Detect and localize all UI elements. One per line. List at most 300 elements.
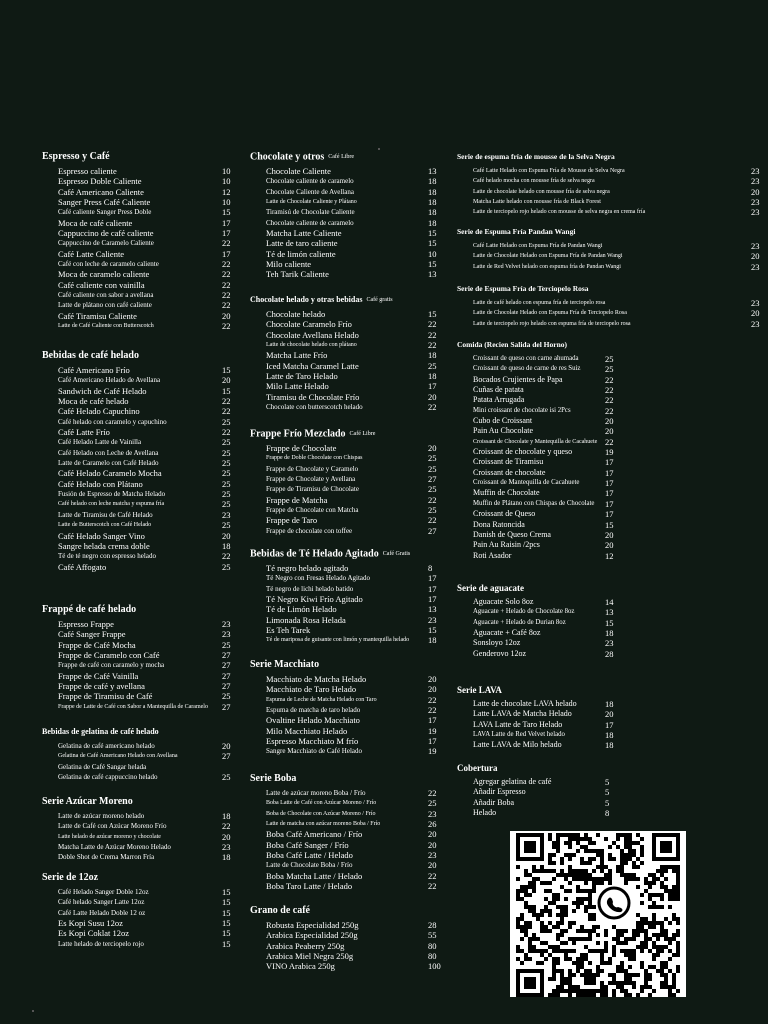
qr-module bbox=[556, 841, 560, 845]
qr-module bbox=[576, 989, 580, 993]
menu-item-price: 17 bbox=[428, 381, 437, 392]
menu-item-name: Boba Taro Latte / Helado bbox=[266, 881, 353, 892]
menu-item-price: 20 bbox=[751, 251, 760, 262]
qr-module bbox=[528, 925, 532, 929]
menu-item-name: Café Helado Caramelo Mocha bbox=[58, 468, 162, 479]
qr-module bbox=[660, 905, 664, 909]
qr-module bbox=[568, 957, 572, 961]
qr-module bbox=[608, 877, 612, 881]
menu-item-price: 80 bbox=[428, 940, 437, 951]
qr-module bbox=[592, 973, 596, 977]
qr-module bbox=[560, 885, 564, 889]
menu-item-price: 18 bbox=[222, 852, 231, 863]
menu-item-name: Frappe de Chocolate y Avellana bbox=[266, 475, 356, 484]
section-title bbox=[42, 795, 232, 811]
menu-item-price: 13 bbox=[428, 166, 437, 176]
qr-module bbox=[604, 873, 608, 877]
qr-module bbox=[548, 953, 552, 957]
qr-module bbox=[560, 917, 564, 921]
qr-module bbox=[620, 981, 624, 985]
menu-item-price: 22 bbox=[222, 279, 231, 290]
menu-item-price: 15 bbox=[222, 928, 231, 939]
menu-item-name: Latte de azúcar moreno Boba / Frío bbox=[266, 789, 366, 797]
menu-item bbox=[250, 381, 438, 391]
qr-module bbox=[584, 989, 588, 993]
qr-module bbox=[584, 873, 588, 877]
qr-module bbox=[556, 905, 560, 909]
qr-module bbox=[552, 945, 556, 949]
qr-module bbox=[600, 881, 604, 885]
menu-item-name: Frappe de Caramelo con Café bbox=[58, 650, 160, 661]
menu-section-serie-boba bbox=[250, 772, 438, 891]
menu-item-name: Pain Au Raisin /2pcs bbox=[473, 540, 540, 550]
menu-item-price: 5 bbox=[605, 797, 610, 808]
qr-module bbox=[620, 853, 624, 857]
qr-module bbox=[668, 969, 672, 973]
menu-item-price: 22 bbox=[222, 300, 231, 311]
qr-module bbox=[660, 897, 664, 901]
qr-module bbox=[568, 873, 572, 877]
qr-module bbox=[544, 897, 548, 901]
qr-module bbox=[596, 849, 600, 853]
qr-module bbox=[636, 925, 640, 929]
qr-module bbox=[588, 993, 592, 997]
menu-item-name: Chocolate Avellana Helado bbox=[266, 329, 359, 340]
section-title-text: Bebidas de Té Helado Agitado bbox=[250, 548, 379, 560]
menu-item-price: 18 bbox=[428, 217, 437, 228]
qr-module bbox=[588, 893, 592, 897]
menu-item bbox=[42, 280, 232, 290]
menu-item bbox=[457, 638, 760, 648]
qr-module bbox=[552, 901, 556, 905]
qr-module bbox=[624, 953, 628, 957]
menu-item-name: Latte de Caramelo con Café Helado bbox=[58, 459, 159, 468]
qr-module bbox=[660, 929, 664, 933]
qr-module bbox=[520, 917, 524, 921]
qr-module bbox=[628, 873, 632, 877]
qr-module bbox=[676, 893, 680, 897]
qr-module bbox=[588, 989, 592, 993]
qr-module bbox=[648, 965, 652, 969]
qr-module bbox=[640, 941, 644, 945]
qr-module bbox=[612, 949, 616, 953]
section-title-text: Grano de café bbox=[250, 905, 310, 916]
menu-item bbox=[250, 625, 438, 635]
menu-item-price: 17 bbox=[605, 498, 614, 509]
qr-module bbox=[564, 953, 568, 957]
qr-module bbox=[648, 985, 652, 989]
qr-module bbox=[600, 861, 604, 865]
menu-item-price: 22 bbox=[222, 259, 231, 270]
menu-item-name: Chocolate Caliente de Avellana bbox=[266, 187, 354, 196]
menu-item bbox=[250, 819, 438, 829]
menu-item bbox=[457, 468, 760, 478]
qr-module bbox=[600, 869, 604, 873]
qr-module bbox=[612, 981, 616, 985]
qr-module bbox=[592, 841, 596, 845]
menu-item bbox=[250, 788, 438, 798]
menu-item bbox=[250, 881, 438, 891]
qr-module bbox=[576, 905, 580, 909]
qr-module bbox=[544, 949, 548, 953]
qr-module bbox=[620, 861, 624, 865]
qr-module bbox=[660, 933, 664, 937]
qr-module bbox=[540, 929, 544, 933]
qr-module bbox=[524, 933, 528, 937]
qr-module bbox=[528, 905, 532, 909]
menu-section-chocolate-y-otros bbox=[250, 150, 438, 280]
qr-module bbox=[600, 969, 604, 973]
qr-module bbox=[588, 877, 592, 881]
qr-module bbox=[588, 897, 592, 901]
menu-item bbox=[457, 457, 760, 467]
qr-module bbox=[552, 993, 556, 997]
qr-module bbox=[596, 865, 600, 869]
qr-module bbox=[564, 981, 568, 985]
menu-item-name: Agregar gelatina de café bbox=[473, 777, 552, 786]
qr-module bbox=[648, 925, 652, 929]
qr-module bbox=[652, 901, 656, 905]
qr-module bbox=[648, 949, 652, 953]
menu-item-price: 18 bbox=[428, 207, 437, 218]
qr-module bbox=[632, 937, 636, 941]
qr-module bbox=[624, 877, 628, 881]
qr-module bbox=[656, 893, 660, 897]
menu-item bbox=[42, 660, 232, 670]
menu-item-name: Café Latte Caliente bbox=[58, 248, 125, 259]
qr-module bbox=[528, 921, 532, 925]
qr-module bbox=[616, 941, 620, 945]
menu-item-name: Boba Latte de Café con Azúcar Moreno / Frío bbox=[266, 800, 377, 807]
menu-item bbox=[457, 618, 760, 628]
qr-module bbox=[632, 949, 636, 953]
menu-item-name: Chocolate caliente de caramelo bbox=[266, 177, 354, 186]
menu-item-name: Latte de Chocolate Boba / Frío bbox=[266, 861, 353, 870]
qr-module bbox=[580, 877, 584, 881]
qr-module bbox=[660, 865, 664, 869]
qr-module bbox=[528, 937, 532, 941]
qr-module bbox=[592, 877, 596, 881]
menu-item bbox=[42, 228, 232, 238]
menu-item bbox=[42, 650, 232, 660]
menu-item-name: Sangre helada crema doble bbox=[58, 540, 150, 551]
qr-module bbox=[584, 905, 588, 909]
menu-item bbox=[250, 715, 438, 725]
menu-item-name: Café Latte Helado Doble 12 oz bbox=[58, 908, 146, 917]
menu-item bbox=[42, 176, 232, 186]
menu-item-price: 23 bbox=[428, 808, 437, 819]
qr-module bbox=[648, 937, 652, 941]
menu-item bbox=[250, 684, 438, 694]
menu-item-price: 27 bbox=[222, 660, 231, 671]
qr-module bbox=[572, 985, 576, 989]
qr-module bbox=[600, 865, 604, 869]
qr-module bbox=[564, 873, 568, 877]
qr-module bbox=[596, 969, 600, 973]
qr-module bbox=[564, 905, 568, 909]
qr-module bbox=[584, 845, 588, 849]
section-title bbox=[457, 581, 760, 597]
qr-module bbox=[652, 893, 656, 897]
qr-module bbox=[564, 853, 568, 857]
qr-module bbox=[660, 893, 664, 897]
menu-item bbox=[42, 386, 232, 396]
qr-module bbox=[632, 929, 636, 933]
qr-module bbox=[628, 877, 632, 881]
menu-item-name: Tiramisu de Chocolate Frío bbox=[266, 391, 360, 402]
menu-item-name: Croissant de queso de carne de res Suiz bbox=[473, 365, 581, 373]
menu-section-frappe-frio-mezclado bbox=[250, 427, 438, 536]
qr-module bbox=[632, 877, 636, 881]
qr-module bbox=[588, 949, 592, 953]
menu-item-price: 19 bbox=[428, 746, 437, 757]
qr-module bbox=[636, 933, 640, 937]
menu-item-price: 25 bbox=[222, 416, 231, 427]
menu-item-name: Chocolate helado bbox=[266, 309, 326, 319]
menu-item-price: 25 bbox=[222, 447, 231, 458]
qr-module bbox=[656, 869, 660, 873]
qr-module bbox=[640, 945, 644, 949]
qr-module bbox=[572, 853, 576, 857]
qr-module bbox=[576, 889, 580, 893]
menu-item-price: 20 bbox=[428, 829, 437, 840]
menu-item-name: Espresso Macchiato M frío bbox=[266, 736, 359, 747]
menu-item-price: 15 bbox=[428, 625, 437, 636]
qr-module bbox=[540, 881, 544, 885]
qr-module bbox=[588, 973, 592, 977]
qr-module bbox=[560, 905, 564, 909]
qr-module bbox=[528, 909, 532, 913]
qr-module bbox=[568, 841, 572, 845]
menu-item-name: Es Kopi Coklat 12oz bbox=[58, 928, 130, 939]
qr-module bbox=[640, 929, 644, 933]
menu-item-name: Frappe de Latte de Café con Sabor a Mantequilla de Caramelo bbox=[58, 703, 208, 710]
menu-item-price: 15 bbox=[222, 385, 231, 396]
menu-item-name: Iced Matcha Caramel Latte bbox=[266, 360, 359, 371]
qr-module bbox=[656, 877, 660, 881]
qr-module bbox=[588, 849, 592, 853]
qr-module bbox=[668, 897, 672, 901]
qr-module bbox=[612, 841, 616, 845]
menu-item bbox=[42, 427, 232, 437]
qr-module bbox=[556, 993, 560, 997]
qr-module bbox=[612, 925, 616, 929]
menu-item bbox=[42, 479, 232, 489]
qr-module bbox=[560, 873, 564, 877]
qr-module bbox=[600, 949, 604, 953]
menu-item-name: Café con leche de caramelo caliente bbox=[58, 260, 159, 269]
qr-module bbox=[640, 861, 644, 865]
menu-item bbox=[250, 176, 438, 186]
qr-module bbox=[648, 873, 652, 877]
menu-item bbox=[250, 951, 438, 961]
menu-item-name: Arabica Miel Negra 250g bbox=[266, 951, 354, 962]
qr-module bbox=[640, 849, 644, 853]
menu-item-name: Frappe de Doble Chocolate con Chispas bbox=[266, 455, 363, 462]
qr-module bbox=[604, 837, 608, 841]
menu-item-price: 15 bbox=[428, 259, 437, 270]
qr-module bbox=[576, 897, 580, 901]
menu-item-price: 12 bbox=[605, 550, 614, 561]
qr-module bbox=[580, 965, 584, 969]
qr-module bbox=[616, 985, 620, 989]
qr-module bbox=[584, 929, 588, 933]
qr-module bbox=[664, 977, 668, 981]
qr-module bbox=[644, 985, 648, 989]
menu-item-name: Milo caliente bbox=[266, 259, 312, 270]
menu-item bbox=[42, 458, 232, 468]
qr-module bbox=[612, 857, 616, 861]
qr-module bbox=[644, 921, 648, 925]
menu-item-name: LAVA Latte de Red Velvet helado bbox=[473, 731, 565, 739]
qr-module bbox=[624, 881, 628, 885]
menu-item-price: 5 bbox=[605, 787, 610, 798]
menu-item bbox=[250, 361, 438, 371]
menu-item-name: Café Helado con Leche de Avellana bbox=[58, 448, 159, 457]
menu-item-name: Chocolate Caliente bbox=[266, 166, 331, 176]
menu-item-price: 18 bbox=[605, 628, 614, 639]
section-title bbox=[457, 761, 760, 777]
menu-item bbox=[42, 562, 232, 572]
menu-item-price: 17 bbox=[428, 594, 437, 605]
menu-item bbox=[250, 464, 438, 474]
qr-module bbox=[524, 957, 528, 961]
qr-module bbox=[540, 909, 544, 913]
qr-module bbox=[616, 837, 620, 841]
menu-item bbox=[250, 197, 438, 207]
menu-item-name: Café Latte Helado con Espuma Fría de Pandan Wangi bbox=[473, 243, 603, 249]
qr-module bbox=[664, 869, 668, 873]
menu-item-name: Frappe de chocolate con toffee bbox=[266, 526, 353, 535]
menu-item bbox=[250, 218, 438, 228]
menu-item-price: 10 bbox=[222, 166, 231, 176]
qr-module bbox=[596, 933, 600, 937]
menu-item-name: Patata Arrugada bbox=[473, 395, 525, 405]
qr-module bbox=[668, 993, 672, 997]
menu-item-price: 17 bbox=[428, 583, 437, 594]
qr-module bbox=[548, 921, 552, 925]
qr-module bbox=[568, 973, 572, 977]
qr-module bbox=[580, 929, 584, 933]
menu-item bbox=[250, 594, 438, 604]
qr-module bbox=[548, 881, 552, 885]
qr-module bbox=[560, 977, 564, 981]
qr-module bbox=[676, 877, 680, 881]
section-title bbox=[42, 150, 232, 166]
section-title bbox=[250, 547, 438, 563]
qr-module bbox=[612, 973, 616, 977]
qr-module bbox=[624, 857, 628, 861]
menu-item-price: 13 bbox=[428, 604, 437, 615]
qr-module bbox=[632, 873, 636, 877]
menu-item-name: Sandwich de Café Helado bbox=[58, 385, 147, 396]
qr-module bbox=[660, 949, 664, 953]
qr-code[interactable] bbox=[510, 831, 686, 997]
menu-item-name: Teh Tarik Caliente bbox=[266, 269, 329, 280]
qr-module bbox=[612, 993, 616, 997]
section-title-text: Serie Boba bbox=[250, 773, 297, 784]
menu-item-price: 22 bbox=[222, 551, 231, 562]
qr-module bbox=[668, 985, 672, 989]
menu-item-name: Latte helado de terciopelo rojo bbox=[58, 939, 144, 948]
qr-module bbox=[676, 869, 680, 873]
menu-item-name: Latte de chocolate LAVA helado bbox=[473, 699, 577, 708]
qr-module bbox=[568, 937, 572, 941]
menu-item-price: 25 bbox=[428, 453, 437, 464]
qr-module bbox=[520, 913, 524, 917]
menu-item bbox=[457, 207, 760, 217]
menu-item-name: Té de Limón Helado bbox=[266, 604, 337, 615]
menu-item bbox=[42, 928, 232, 938]
qr-module bbox=[660, 873, 664, 877]
menu-item-name: Café Latte Frío bbox=[58, 427, 110, 438]
qr-module bbox=[568, 977, 572, 981]
menu-item-price: 55 bbox=[428, 930, 437, 941]
menu-item bbox=[457, 197, 760, 207]
menu-item-price: 27 bbox=[222, 701, 231, 712]
menu-item-name: Cuñas de patata bbox=[473, 385, 524, 395]
qr-module bbox=[576, 969, 580, 973]
menu-item-price: 10 bbox=[222, 176, 231, 187]
qr-module bbox=[548, 857, 552, 861]
menu-section-espresso-y-cafe bbox=[42, 150, 232, 332]
qr-module bbox=[568, 969, 572, 973]
qr-module bbox=[636, 973, 640, 977]
qr-module bbox=[600, 989, 604, 993]
qr-module bbox=[552, 949, 556, 953]
qr-module bbox=[676, 885, 680, 889]
menu-item bbox=[457, 499, 760, 509]
decor-dot bbox=[378, 148, 380, 150]
menu-item bbox=[250, 350, 438, 360]
menu-item bbox=[42, 821, 232, 831]
qr-module bbox=[588, 905, 592, 909]
menu-item bbox=[42, 551, 232, 561]
qr-module bbox=[556, 933, 560, 937]
menu-item-name: Gelatina de Café Americano Helado con Avellana bbox=[58, 753, 178, 760]
menu-item bbox=[250, 563, 438, 573]
qr-module bbox=[640, 949, 644, 953]
qr-module bbox=[552, 893, 556, 897]
menu-item-name: Cubo de Croissant bbox=[473, 416, 533, 426]
qr-module bbox=[576, 849, 580, 853]
menu-item-name: Boba de Chocolate con Azúcar Moreno / Frío bbox=[266, 810, 376, 817]
section-title bbox=[42, 603, 232, 619]
qr-module bbox=[672, 893, 676, 897]
menu-section-serie-macchiato bbox=[250, 658, 438, 757]
menu-item-price: 17 bbox=[222, 228, 231, 239]
menu-item bbox=[250, 319, 438, 329]
qr-module bbox=[568, 881, 572, 885]
qr-module bbox=[616, 969, 620, 973]
qr-module bbox=[592, 977, 596, 981]
menu-item-price: 18 bbox=[605, 730, 614, 741]
menu-item-price: 15 bbox=[222, 887, 231, 897]
menu-item-price: 22 bbox=[605, 374, 614, 385]
qr-module bbox=[640, 925, 644, 929]
qr-module bbox=[548, 861, 552, 865]
qr-module bbox=[560, 981, 564, 985]
qr-module bbox=[600, 853, 604, 857]
qr-module bbox=[632, 849, 636, 853]
menu-item-price: 23 bbox=[428, 614, 437, 625]
qr-module bbox=[516, 893, 520, 897]
qr-module bbox=[676, 953, 680, 957]
qr-module bbox=[620, 865, 624, 869]
menu-item-price: 20 bbox=[605, 540, 614, 551]
qr-module bbox=[636, 945, 640, 949]
qr-module bbox=[540, 921, 544, 925]
